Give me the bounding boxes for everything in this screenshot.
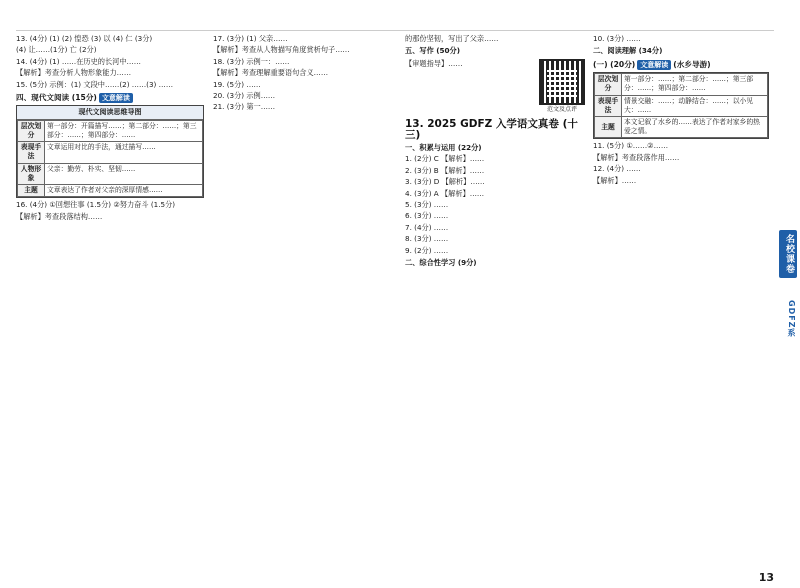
answer-line: 14. (4分) (1) ……在历史的长河中…… <box>16 56 141 66</box>
answer-line: 9. (2分) …… <box>405 245 449 255</box>
qr-caption: 范文及点评 <box>546 105 577 113</box>
table-row <box>18 120 203 141</box>
answer-line: 【解析】考查分析人物形象能力…… <box>16 68 132 78</box>
column-3 <box>405 34 585 580</box>
answer-line: 18. (3分) 示例一：…… <box>213 56 290 66</box>
answer-line: 2. (3分) B 【解析】…… <box>405 165 485 175</box>
answer-line: 1. (2分) C 【解析】…… <box>405 154 485 164</box>
answer-line: 19. (5分) …… <box>213 79 261 89</box>
row-label: 层次划分 <box>18 120 45 141</box>
answer-line: 20. (3分) 示例…… <box>213 91 276 101</box>
table-row <box>595 74 768 95</box>
row-label: 表现手法 <box>595 95 622 116</box>
side-brand-strip <box>778 0 800 588</box>
section-heading <box>16 93 204 103</box>
row-text: 第一部分：……；第二部分：……；第三部分：……；第四部分：…… <box>622 74 768 95</box>
section-title: 一、积累与运用 (22分) <box>405 143 482 153</box>
answer-line: 的那份坚韧，写出了父亲…… <box>405 34 499 43</box>
section-title: 二、综合性学习 (9分) <box>405 258 477 268</box>
answer-line: 13. (4分) (1) (2) 惶恐 (3) 以 (4) 仁 (3分) <box>16 34 153 43</box>
answer-line: 7. (4分) …… <box>405 222 449 232</box>
answer-line: 21. (3分) 第一…… <box>213 102 276 112</box>
answer-line: 8. (3分) …… <box>405 234 449 244</box>
mindmap-table <box>594 73 768 138</box>
row-text: 父亲：勤劳、朴实、坚韧…… <box>45 163 203 184</box>
brand-label: 名校课卷 <box>779 230 797 278</box>
mindmap-header: 现代文阅读思维导图 <box>17 106 203 119</box>
brand-series: GDFZ系 <box>787 300 796 338</box>
mindmap-box <box>16 105 204 198</box>
row-text: 情景交融：……；动静结合：……；以小见大：…… <box>622 95 768 116</box>
answer-line: 17. (3分) (1) 父亲…… <box>213 34 288 43</box>
answer-line: 【审题指导】…… <box>405 58 463 68</box>
badge-subtitle: (水乡导游) <box>673 59 711 69</box>
row-text: 第一部分：开篇描写……；第二部分：……；第三部分：……；第四部分：…… <box>45 120 203 141</box>
section-title: 二、阅读理解 (34分) <box>593 46 663 56</box>
answer-line: 11. (5分) ①……②…… <box>593 141 669 151</box>
row-label: 层次划分 <box>595 74 622 95</box>
answer-line: 【解析】考查从人物描写角度赏析句子…… <box>213 45 350 55</box>
answer-line: 【解析】考查理解重要语句含义…… <box>213 68 329 78</box>
answer-line: 【解析】考查段落作用…… <box>593 152 680 162</box>
qr-code-icon[interactable] <box>539 59 585 105</box>
section-badge: 文意解读 <box>99 93 133 103</box>
row-label: 主题 <box>18 185 45 197</box>
answer-line: 10. (3分) …… <box>593 34 641 43</box>
table-row <box>595 117 768 138</box>
answer-line: 【解析】考查段落结构…… <box>16 211 103 221</box>
row-label: 人物形象 <box>18 163 45 184</box>
section-title: 五、写作 (50分) <box>405 46 461 56</box>
answer-line: 16. (4分) ①回想往事 (1.5分) ②努力奋斗 (1.5分) <box>16 200 176 210</box>
answer-line: 4. (3分) A 【解析】…… <box>405 188 485 198</box>
section-heading <box>593 60 769 70</box>
row-text: 本文记叙了水乡的……表达了作者对家乡的热爱之情。 <box>622 117 768 138</box>
qr-block <box>405 59 585 115</box>
column-2 <box>213 34 397 580</box>
table-row <box>18 185 203 197</box>
mindmap-box <box>593 72 769 139</box>
row-label: 表现手法 <box>18 142 45 163</box>
table-row <box>595 95 768 116</box>
answer-line: 5. (3分) …… <box>405 200 449 210</box>
section-title: 四、现代文阅读 (15分) <box>16 93 97 103</box>
column-1 <box>16 34 204 580</box>
answer-line: 【解析】…… <box>593 175 637 185</box>
table-row <box>18 163 203 184</box>
row-text: 文章表达了作者对父亲的深厚情感…… <box>45 185 203 197</box>
row-text: 文章运用对比的手法，通过描写…… <box>45 142 203 163</box>
column-4 <box>593 34 769 580</box>
answer-line: 15. (5分) 示例：(1) 文段中……(2) ……(3) …… <box>16 79 174 89</box>
answer-line: 6. (3分) …… <box>405 211 449 221</box>
table-row <box>18 142 203 163</box>
answer-line: 3. (3分) D 【解析】…… <box>405 177 485 187</box>
mindmap-table <box>17 120 203 197</box>
section-badge: 文意解读 <box>637 60 671 70</box>
exam-title: 13. 2025 GDFZ 入学语文真卷 (十三) <box>405 118 578 141</box>
subsection-title: (一) (20分) <box>593 59 636 69</box>
row-label: 主题 <box>595 117 622 138</box>
page-number: 13 <box>758 571 774 584</box>
answer-line: 12. (4分) …… <box>593 164 641 174</box>
top-divider <box>16 30 774 31</box>
answer-line: (4) 让……(1分) 亡 (2分) <box>16 45 97 55</box>
